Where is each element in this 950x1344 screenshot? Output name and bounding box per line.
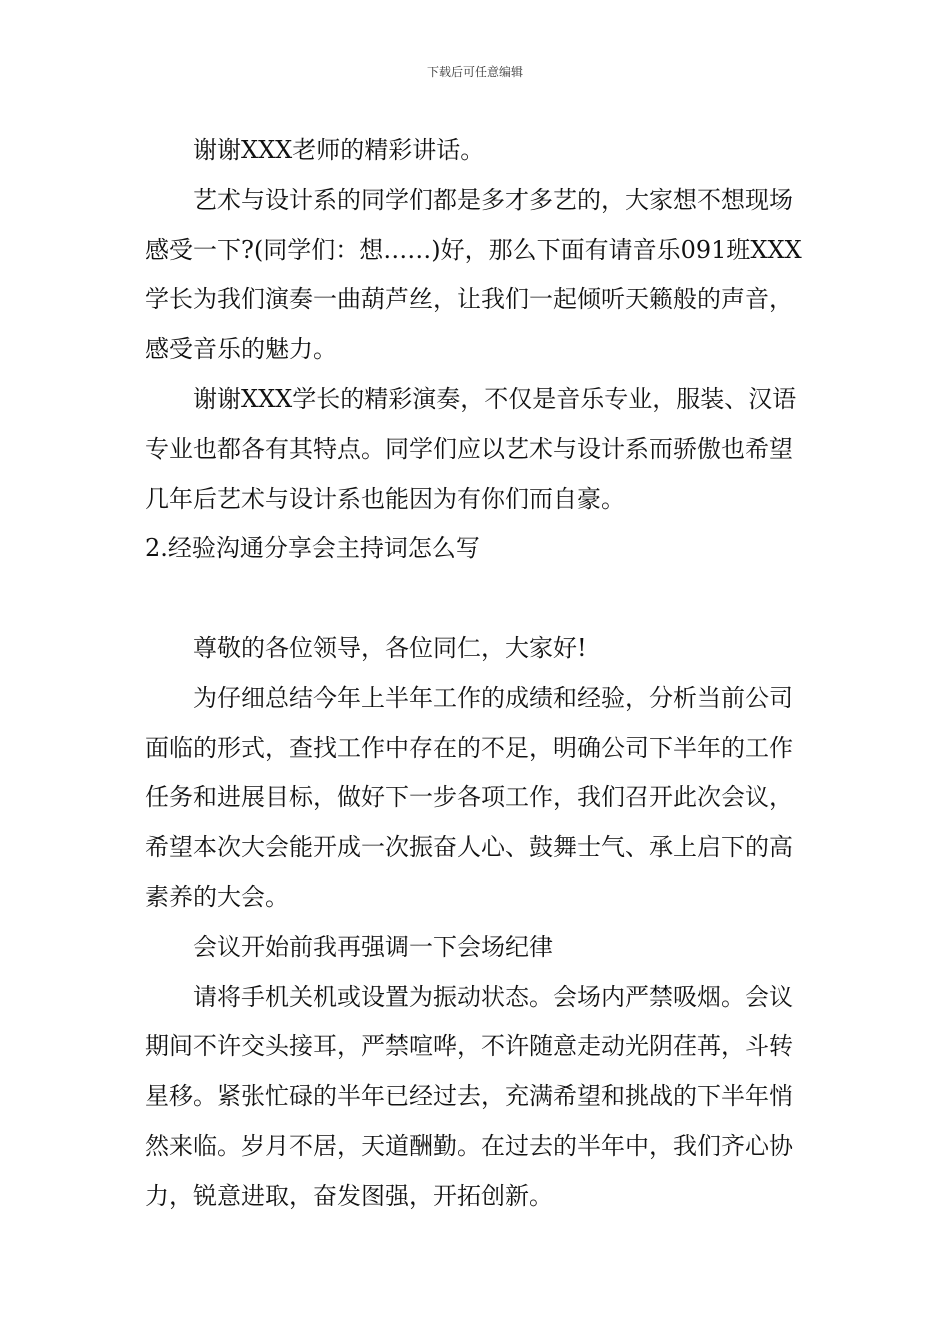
page-header-note: 下载后可任意编辑 (426, 65, 523, 79)
paragraph-thanks-teacher: 谢谢XXX老师的精彩讲话。 (193, 136, 485, 164)
paragraph-thanks-performance: 谢谢XXX学长的精彩演奏，不仅是音乐专业，服装、汉语专业也都各有其特点。同学们应以艺术与设计系而骄傲也希望几年后艺术与设计系也能因为有你们而自豪。 (145, 384, 797, 513)
paragraph-discipline-rules: 请将手机关机或设置为振动状态。会场内严禁吸烟。会议期间不许交头接耳，严禁喧哗，不许随意走动光阴荏苒，斗转星移。紧张忙碌的半年已经过去，充满希望和挑战的下半年悄然来临。岁月不居，天道酬勤。在过去的半年中，我们齐心协力，锐意进取，奋发图强，开拓创新。 (145, 982, 793, 1210)
paragraph-discipline-intro: 会议开始前我再强调一下会场纪律 (193, 932, 553, 961)
paragraph-greeting: 尊敬的各位领导，各位同仁，大家好! (193, 633, 587, 662)
section-heading: 2.经验沟通分享会主持词怎么写 (145, 534, 480, 563)
paragraph-music-performance-intro: 艺术与设计系的同学们都是多才多艺的，大家想不想现场感受一下?(同学们：想……)好，那么下面有请音乐091班XXX学长为我们演奏一曲葫芦丝，让我们一起倾听天籁般的声音，感受音乐的魅力。 (145, 185, 802, 364)
document-body (145, 126, 813, 1222)
paragraph-meeting-purpose: 为仔细总结今年上半年工作的成绩和经验，分析当前公司面临的形式，查找工作中存在的不足，明确公司下半年的工作任务和进展目标，做好下一步各项工作，我们召开此次会议，希望本次大会能开成一次振奋人心、鼓舞士气、承上启下的高素养的大会。 (145, 683, 793, 911)
blank-line (145, 574, 813, 624)
